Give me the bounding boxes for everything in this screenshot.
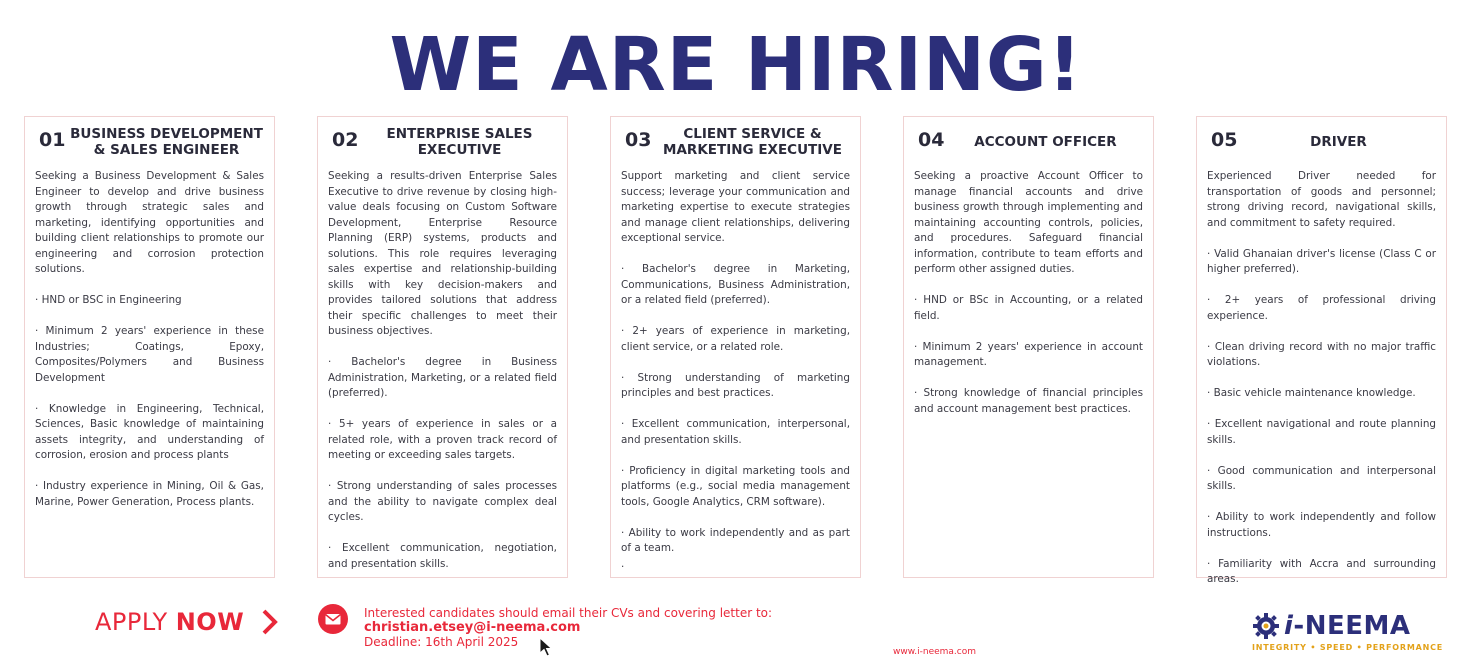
job-requirement: · Industry experience in Mining, Oil & Gas, Marine, Power Generation, Process plants. bbox=[35, 480, 264, 508]
job-card-enterprise-sales bbox=[317, 116, 568, 578]
job-description bbox=[35, 169, 264, 510]
job-number: 05 bbox=[1211, 129, 1238, 151]
job-intro: Experienced Driver needed for transportation of goods and personnel; strong driving record, navigational skills, and commitment to safety required. bbox=[1207, 170, 1436, 229]
job-requirement: · HND or BSC in Engineering bbox=[35, 294, 182, 306]
job-requirement: · Familiarity with Accra and surrounding areas. bbox=[1207, 557, 1436, 585]
job-title: ACCOUNT OFFICER bbox=[974, 134, 1117, 150]
job-description bbox=[914, 169, 1143, 417]
job-requirement: · Knowledge in Engineering, Technical, Sciences, Basic knowledge of maintaining assets integrity, and understanding of corrosion, erosion and process plants bbox=[35, 402, 264, 461]
job-card-driver bbox=[1196, 116, 1447, 585]
job-description bbox=[328, 169, 557, 572]
company-logo bbox=[1250, 608, 1444, 658]
job-title: ENTERPRISE SALES EXECUTIVE bbox=[386, 126, 533, 158]
job-requirement: · Strong understanding of sales processes and the ability to navigate complex deal cycles. bbox=[328, 480, 557, 523]
job-requirement: · Valid Ghanaian driver's license (Class C or higher preferred). bbox=[1207, 247, 1436, 275]
job-requirement: · Ability to work independently and follow instructions. bbox=[1207, 511, 1436, 539]
job-cards bbox=[24, 116, 1448, 585]
job-number: 01 bbox=[39, 129, 66, 151]
mail-icon bbox=[318, 604, 348, 634]
job-requirement: · Proficiency in digital marketing tools and platforms (e.g., social media management tools, Google Analytics, CRM software). bbox=[621, 464, 850, 508]
job-intro: Seeking a proactive Account Officer to manage financial accounts and drive business growth through implementing and maintaining accounting controls, policies, and procedures. Safeguard financial information, contribute to team efforts and perform other assigned duties. bbox=[914, 170, 1143, 275]
card-header bbox=[914, 117, 1143, 169]
job-requirement: · Minimum 2 years' experience in these Industries; Coatings, Epoxy, Composites/Polymers and Business Development bbox=[35, 325, 264, 384]
job-requirement: · Clean driving record with no major traffic violations. bbox=[1207, 340, 1436, 368]
apply-now-callout[interactable] bbox=[95, 602, 280, 642]
logo-wordmark: i-NEEMA bbox=[1284, 611, 1411, 641]
job-requirement: · 2+ years of professional driving experience. bbox=[1207, 294, 1436, 322]
job-requirement: · Bachelor's degree in Business Administration, Marketing, or a related field (preferred). bbox=[328, 356, 557, 399]
job-title: DRIVER bbox=[1310, 134, 1367, 150]
job-intro: Seeking a results-driven Enterprise Sales Executive to drive revenue by closing high-value deals focusing on Custom Software Development, Enterprise Resource Planning (ERP) systems, products and solutions. This role requires leveraging sales expertise and relationship-building skills with key decision-makers and provides tailored solutions that address their specific challenges to meet their business objectives. bbox=[328, 170, 557, 337]
hiring-headline: WE ARE HIRING! bbox=[389, 22, 1083, 108]
job-number: 03 bbox=[625, 129, 652, 151]
job-intro: Seeking a Business Development & Sales Engineer to develop and drive business growth through strategic sales and marketing, identifying opportunities and building client relationships to promote our engineering and corrosion protection solutions. bbox=[35, 170, 264, 275]
job-requirement: · HND or BSc in Accounting, or a related field. bbox=[914, 294, 1143, 322]
job-title: BUSINESS DEVELOPMENT & SALES ENGINEER bbox=[70, 126, 263, 158]
job-requirement: · Good communication and interpersonal skills. bbox=[1207, 464, 1436, 492]
gear-icon bbox=[1252, 612, 1280, 640]
job-requirement: · Excellent navigational and route planning skills. bbox=[1207, 418, 1436, 446]
card-header bbox=[35, 117, 264, 169]
job-number: 04 bbox=[918, 129, 945, 151]
job-requirement: · 2+ years of experience in marketing, client service, or a related role. bbox=[621, 325, 850, 353]
apply-label: APPLY bbox=[95, 608, 168, 636]
job-card-account-officer bbox=[903, 116, 1154, 578]
job-requirement: · Minimum 2 years' experience in account management. bbox=[914, 340, 1143, 368]
job-requirement: · 5+ years of experience in sales or a related role, with a proven track record of meeting or exceeding sales targets. bbox=[328, 418, 557, 461]
job-requirement: · Bachelor's degree in Marketing, Communications, Business Administration, or a related field (preferred). bbox=[621, 263, 850, 306]
logo-tagline: INTEGRITY • SPEED • PERFORMANCE bbox=[1252, 643, 1444, 652]
job-requirement: · Strong understanding of marketing principles and best practices. bbox=[621, 371, 850, 399]
card-header bbox=[1207, 117, 1436, 169]
card-header bbox=[621, 117, 850, 169]
job-requirement: · Excellent communication, interpersonal, and presentation skills. bbox=[621, 418, 850, 446]
job-requirement: · Basic vehicle maintenance knowledge. bbox=[1207, 387, 1416, 399]
job-intro: Support marketing and client service success; leverage your communication and marketing expertise to execute strategies and manage client relationships, delivering exceptional service. bbox=[621, 170, 850, 244]
mouse-pointer-icon bbox=[539, 637, 553, 657]
job-requirement: · Excellent communication, negotiation, and presentation skills. bbox=[328, 542, 557, 570]
apply-now-label: NOW bbox=[175, 608, 245, 636]
job-title: CLIENT SERVICE & MARKETING EXECUTIVE bbox=[663, 126, 842, 158]
job-description bbox=[621, 169, 850, 572]
chevron-right-icon bbox=[260, 608, 280, 636]
job-requirement: · Ability to work independently and as part of a team. . bbox=[621, 526, 850, 570]
contact-email-link[interactable]: christian.etsey@i-neema.com bbox=[364, 620, 581, 635]
website-link[interactable]: www.i-neema.com bbox=[893, 647, 977, 657]
job-card-business-development bbox=[24, 116, 275, 578]
application-deadline: Deadline: 16th April 2025 bbox=[364, 635, 519, 649]
job-description bbox=[1207, 169, 1436, 588]
job-requirement: · Strong knowledge of financial principles and account management best practices. bbox=[914, 387, 1143, 415]
contact-instructions: Interested candidates should email their CVs and covering letter to: bbox=[364, 606, 773, 620]
card-header bbox=[328, 117, 557, 169]
job-card-client-service bbox=[610, 116, 861, 578]
contact-info bbox=[364, 606, 772, 649]
job-number: 02 bbox=[332, 129, 359, 151]
